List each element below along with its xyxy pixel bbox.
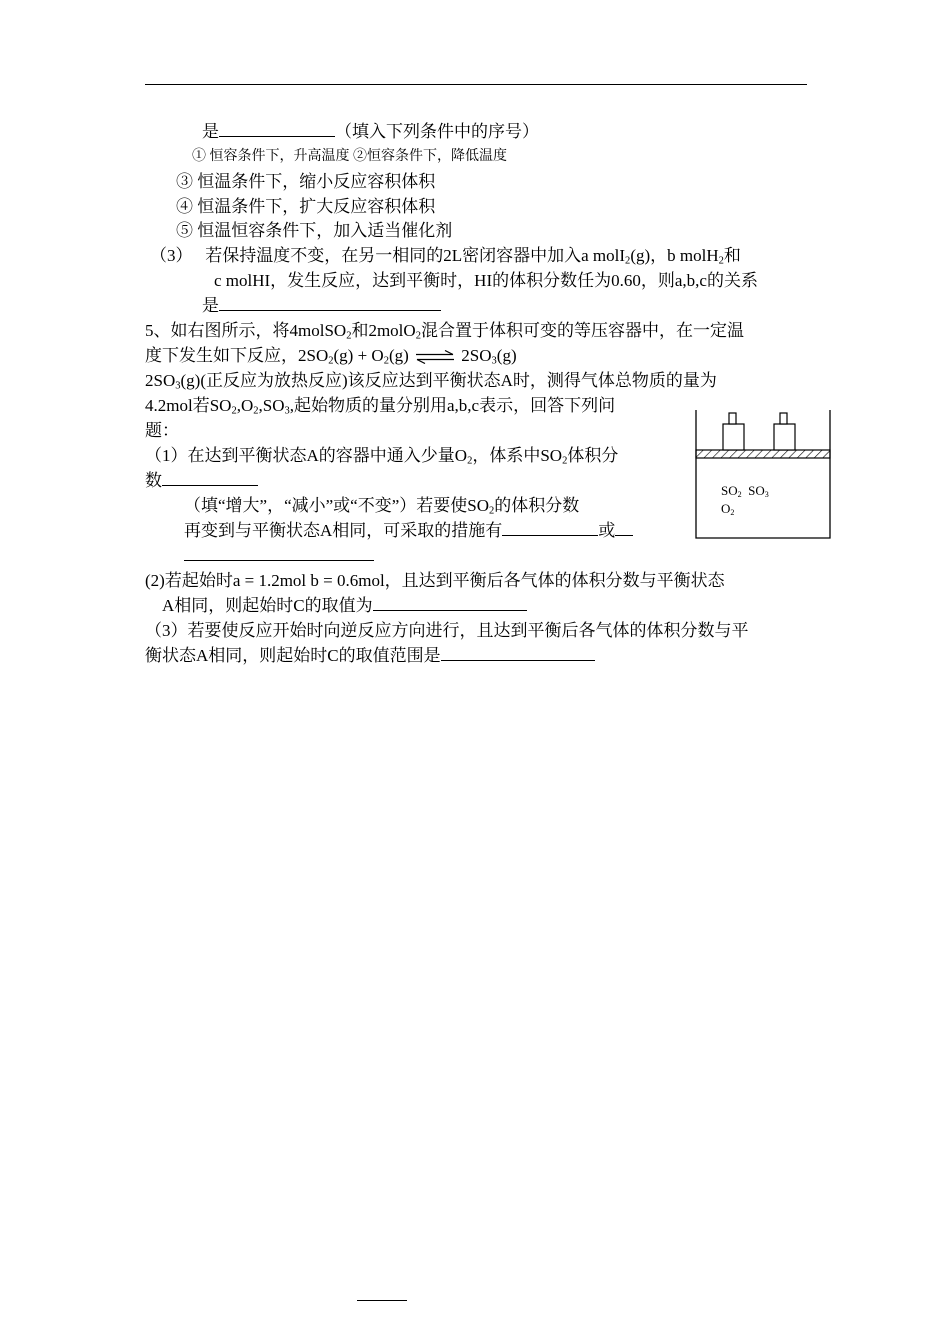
gas-label-line1: $SO_2$ $SO_3$ xyxy=(721,483,769,499)
option-3: ③ 恒温条件下，缩小反应容积体积 xyxy=(176,172,436,191)
q5-sub1-line4: 再变到与平衡状态A相同，可采取的措施有 或 xyxy=(184,519,633,543)
q4-part3-line3: 是 xyxy=(202,294,441,318)
q5-line4: 4.2mol若$SO_2,O_2,SO_3$,起始物质的量分别用a,b,c表示，回答下列问 xyxy=(145,396,616,417)
answer-blank[interactable] xyxy=(373,594,527,611)
answer-blank[interactable] xyxy=(615,519,633,536)
gas-label-line2: $O_2$ xyxy=(721,501,735,517)
piston-container-diagram xyxy=(694,408,832,540)
q5-sub2-line2: A相同，则起始时C的取值为 xyxy=(162,594,527,618)
q5-sub1-line5 xyxy=(184,544,374,568)
q5-sub1-line2: 数 xyxy=(145,469,258,493)
q5-sub2-line1: (2)若起始时a = 1.2mol b = 0.6mol，且达到平衡后各气体的体积分数与平衡状态 xyxy=(145,571,725,590)
equilibrium-arrow-icon xyxy=(415,350,455,364)
answer-blank[interactable] xyxy=(502,519,598,536)
q5-sub1-line3: （填“增大”，“减小”或“不变”）若要使$SO_2$的体积分数 xyxy=(184,496,580,517)
answer-blank[interactable] xyxy=(441,644,595,661)
q5-line5: 题： xyxy=(145,421,179,440)
answer-blank[interactable] xyxy=(184,544,374,561)
q5-sub1-line1: （1）在达到平衡状态A的容器中通入少量$O_2$，体系中$SO_2$体积分 xyxy=(145,446,619,467)
option-5: ⑤ 恒温恒容条件下，加入适当催化剂 xyxy=(176,221,453,240)
q4-part3-line1: （3） 若保持温度不变，在另一相同的2L密闭容器中加入a molI$_2$(g)，b molH$_2$和 xyxy=(150,246,741,267)
header-rule xyxy=(145,84,807,85)
option-1-2: ① 恒容条件下，升高温度 ②恒容条件下，降低温度 xyxy=(192,149,507,164)
piston-container-figure xyxy=(694,408,832,540)
option-4: ④ 恒温条件下，扩大反应容积体积 xyxy=(176,197,436,216)
q5-line2: 度下发生如下反应，$2SO_2(g) + O_2(g)$ $2SO_3(g)$ xyxy=(145,346,517,367)
q5-sub3-line2: 衡状态A相同，则起始时C的取值范围是 xyxy=(145,644,595,668)
answer-blank[interactable] xyxy=(219,120,335,137)
footer-rule xyxy=(357,1300,407,1301)
answer-blank[interactable] xyxy=(219,294,441,311)
q5-line3: $2SO_3(g)$(正反应为放热反应)该反应达到平衡状态A时，测得气体总物质的量为 xyxy=(145,371,717,392)
q5-sub3-line1: （3）若要使反应开始时向逆反应方向进行，且达到平衡后各气体的体积分数与平 xyxy=(145,621,749,640)
q4-answer-line: 是 （填入下列条件中的序号） xyxy=(202,122,539,141)
q5-line1: 5、如右图所示，将4molSO$_2$和2molO$_2$混合置于体积可变的等压容器中，在一定温 xyxy=(145,321,744,342)
answer-blank[interactable] xyxy=(162,469,258,486)
q4-part3-line2: c molHI，发生反应，达到平衡时，HI的体积分数任为0.60，则a,b,c的关系 xyxy=(214,271,758,290)
